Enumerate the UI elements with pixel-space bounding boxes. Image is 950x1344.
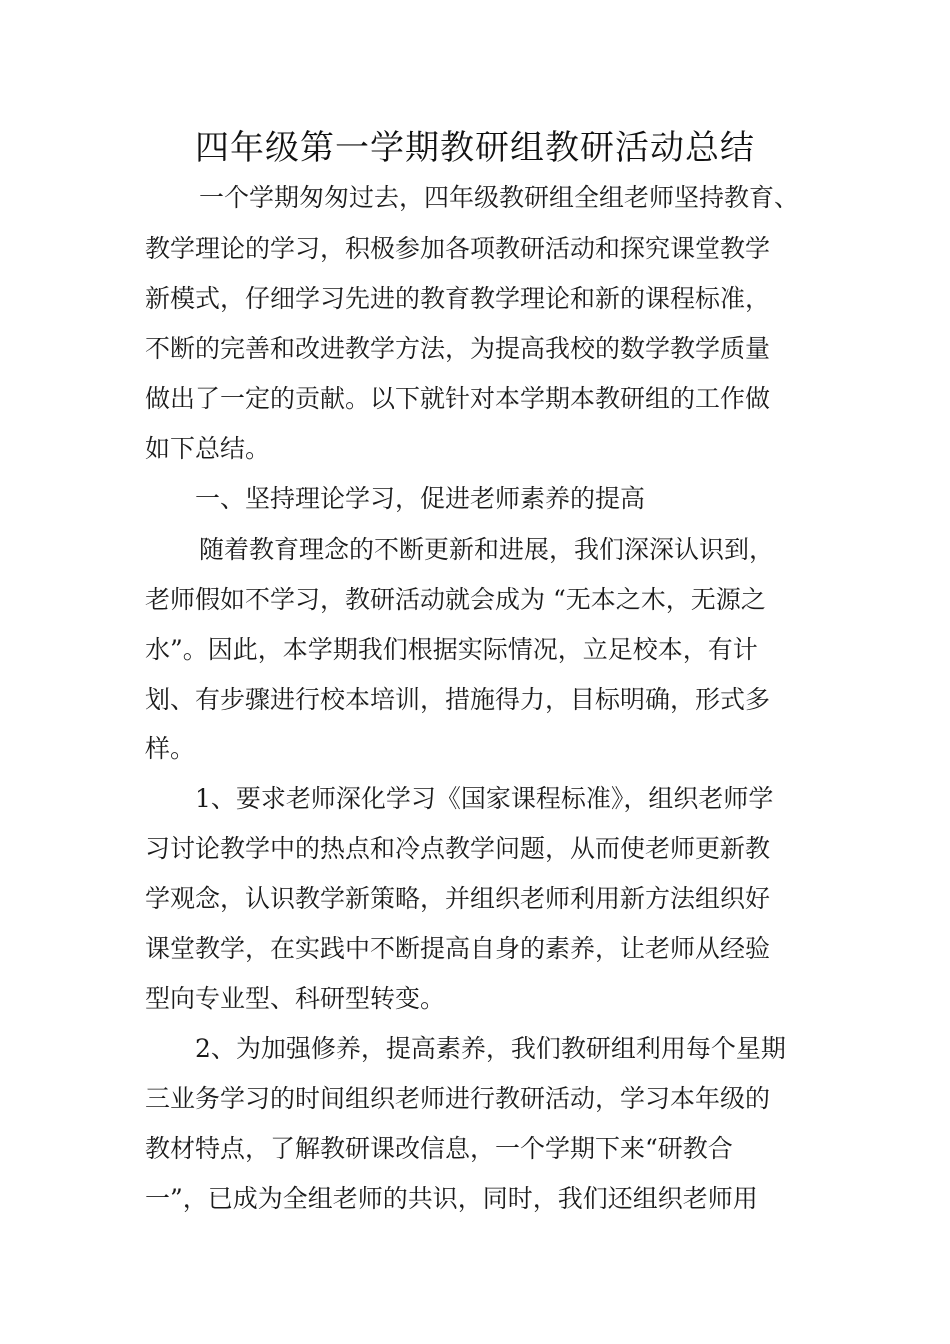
paragraph-line: 新模式，仔细学习先进的教育教学理论和新的课程标准， xyxy=(145,284,771,313)
paragraph-line: 习讨论教学中的热点和冷点教学问题，从而使老师更新教 xyxy=(145,834,771,863)
list-item-line: 1、要求老师深化学习《国家课程标准》，组织老师学 xyxy=(195,784,774,813)
paragraph-line: 课堂教学，在实践中不断提高自身的素养，让老师从经验 xyxy=(145,934,771,963)
paragraph-line: 学观念，认识教学新策略，并组织老师利用新方法组织好 xyxy=(145,884,771,913)
paragraph-line: 教学理论的学习，积极参加各项教研活动和探究课堂教学 xyxy=(145,234,771,263)
paragraph-line: 水”。因此，本学期我们根据实际情况，立足校本，有计 xyxy=(145,635,758,664)
section-heading: 一、坚持理论学习，促进老师素养的提高 xyxy=(195,484,646,513)
document-title: 四年级第一学期教研组教研活动总结 xyxy=(195,128,755,168)
paragraph-line: 样。 xyxy=(145,734,196,763)
paragraph-line: 教材特点，了解教研课改信息，一个学期下来“研教合 xyxy=(145,1134,733,1163)
list-item-line: 2、为加强修养，提高素养，我们教研组利用每个星期 xyxy=(195,1034,786,1063)
paragraph-line: 随着教育理念的不断更新和进展，我们深深认识到， xyxy=(199,535,775,564)
paragraph-line: 如下总结。 xyxy=(145,434,271,463)
paragraph-line: 划、有步骤进行校本培训，措施得力，目标明确，形式多 xyxy=(145,685,771,714)
paragraph-line: 老师假如不学习，教研活动就会成为 “无本之木，无源之 xyxy=(145,585,766,614)
paragraph-line: 不断的完善和改进教学方法，为提高我校的数学教学质量 xyxy=(145,334,771,363)
paragraph-line: 型向专业型、科研型转变。 xyxy=(145,984,446,1013)
paragraph-line: 一”，已成为全组老师的共识，同时，我们还组织老师用 xyxy=(145,1184,758,1213)
paragraph-line: 一个学期匆匆过去，四年级教研组全组老师坚持教育、 xyxy=(199,183,800,212)
paragraph-line: 三业务学习的时间组织老师进行教研活动，学习本年级的 xyxy=(145,1084,771,1113)
paragraph-line: 做出了一定的贡献。以下就针对本学期本教研组的工作做 xyxy=(145,384,771,413)
